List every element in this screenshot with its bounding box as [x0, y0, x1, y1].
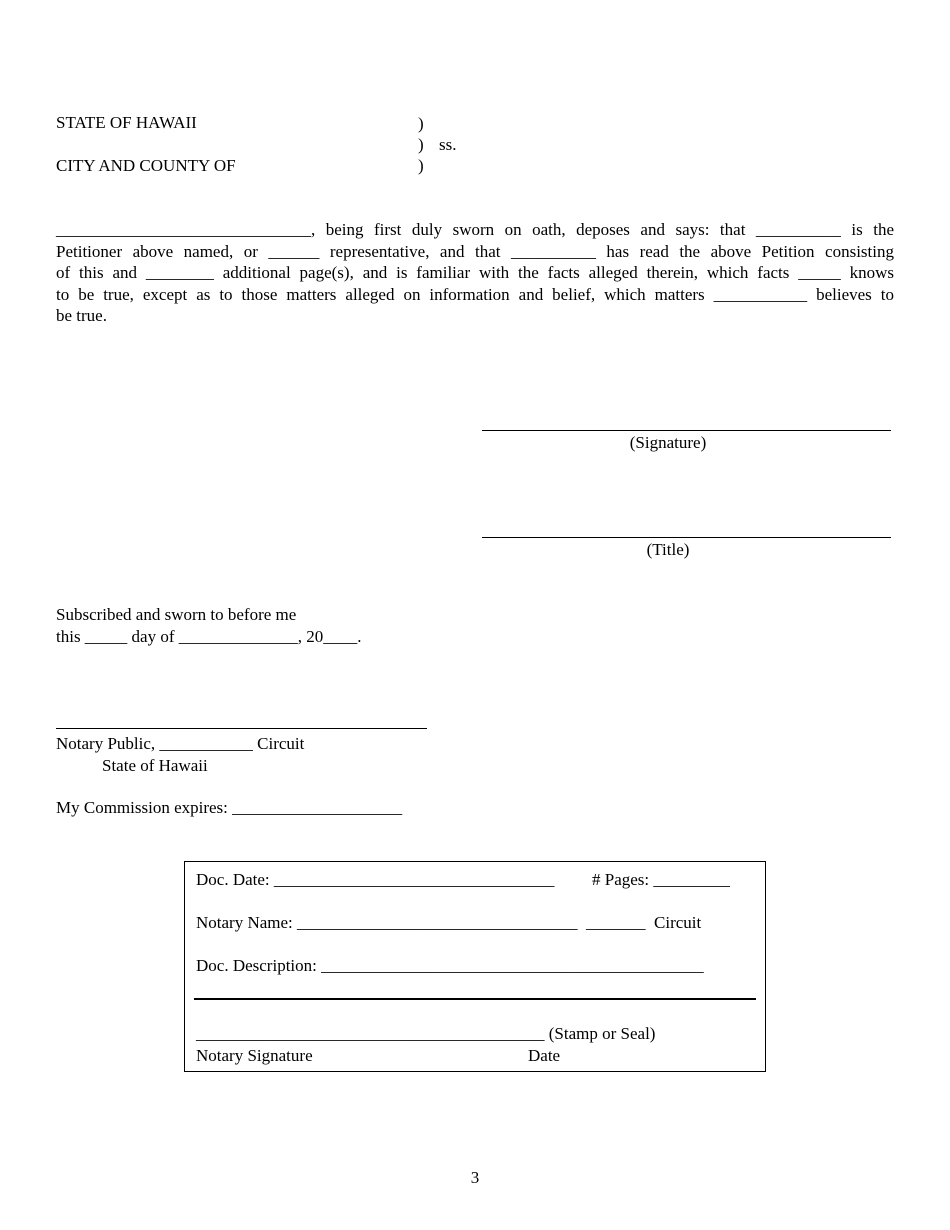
signature-line[interactable] — [482, 430, 891, 431]
notary-signature-label: Notary Signature — [196, 1046, 313, 1065]
verification-line: to be true, except as to those matters alleged on information and belief, which matters ___________ believes to — [56, 284, 894, 304]
venue-paren-top: ) — [418, 114, 424, 133]
venue-ss: ss. — [439, 135, 457, 154]
notary-signature-stamp-line[interactable]: _________________________________________ (Stamp or Seal) — [196, 1024, 656, 1043]
title-label: (Title) — [646, 540, 690, 559]
venue-county: CITY AND COUNTY OF — [56, 156, 236, 175]
doc-description-field[interactable]: Doc. Description: _____________________________________________ — [196, 956, 704, 975]
notary-public-line: Notary Public, ___________ Circuit — [56, 734, 305, 753]
doc-date-field[interactable]: Doc. Date: _________________________________ — [196, 870, 555, 889]
pages-field[interactable]: # Pages: _________ — [592, 870, 730, 889]
verification-line: ______________________________, being first duly sworn on oath, deposes and says: that __________ is the — [56, 220, 894, 239]
signature-label: (Signature) — [629, 433, 707, 452]
date-label: Date — [528, 1046, 561, 1065]
jurat-line-1: Subscribed and sworn to before me — [56, 605, 297, 624]
page-number: 3 — [470, 1168, 480, 1187]
venue-paren-middle: ) — [418, 135, 424, 154]
box-divider — [194, 998, 756, 1000]
verification-line: Petitioner above named, or ______ representative, and that __________ has read the above Petition consisting — [56, 241, 894, 261]
verification-line: be true. — [56, 306, 107, 325]
jurat-line-2: this _____ day of ______________, 20____. — [56, 627, 362, 646]
notary-state: State of Hawaii — [102, 756, 208, 775]
title-line[interactable] — [482, 537, 891, 538]
commission-expires: My Commission expires: ____________________ — [56, 798, 403, 817]
notary-signature-line[interactable] — [56, 728, 427, 729]
verification-paragraph — [56, 219, 894, 327]
verification-line: of this and ________ additional page(s), and is familiar with the facts alleged therein, which facts _____ knows — [56, 263, 894, 282]
venue-state: STATE OF HAWAII — [56, 113, 197, 132]
venue-paren-bottom: ) — [418, 156, 424, 175]
notary-certificate-box — [184, 861, 766, 1072]
notary-name-field[interactable]: Notary Name: _________________________________ _______ Circuit — [196, 913, 702, 932]
